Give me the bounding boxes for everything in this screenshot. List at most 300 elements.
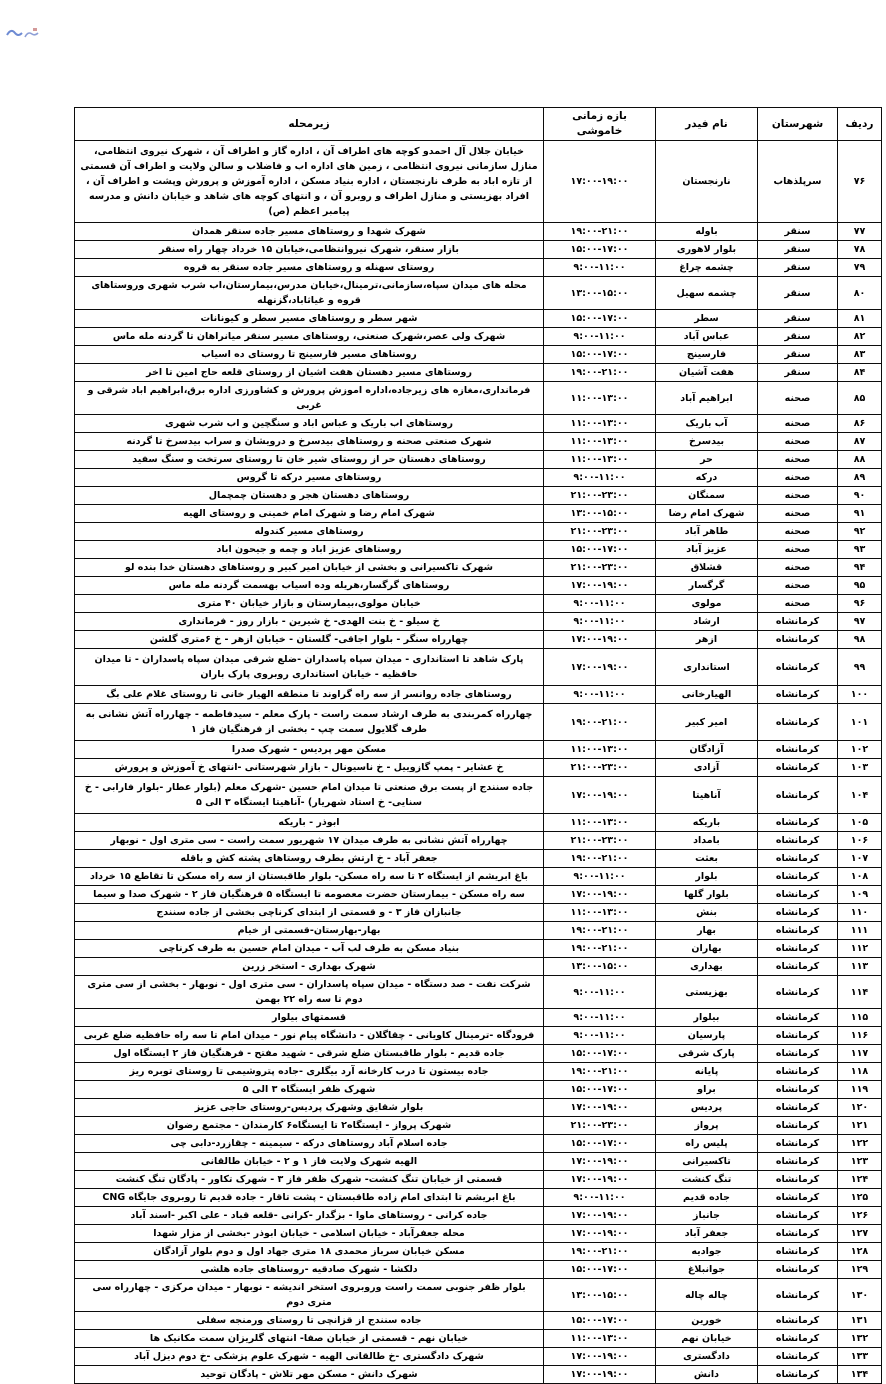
cell-row-number: ۱۱۲ — [838, 940, 882, 958]
cell-row-number: ۱۰۵ — [838, 814, 882, 832]
cell-outage-time-range — [544, 382, 656, 415]
cell-row-number: ۱۱۰ — [838, 904, 882, 922]
cell-subneighborhood: ابوذر - باریکه — [75, 814, 544, 832]
cell-subneighborhood: سه راه مسکن - بیمارستان حضرت معصومه تا ایستگاه ۵ فرهنگیان فاز ۲ - شهرک صدا و سیما — [75, 886, 544, 904]
cell-row-number: ۷۶ — [838, 141, 882, 223]
table-row — [75, 346, 882, 364]
table-row — [75, 1330, 882, 1348]
cell-row-number: ۱۱۷ — [838, 1045, 882, 1063]
cell-subneighborhood: شهرک دانش - مسکن مهر تلاش - پادگان توحید — [75, 1366, 544, 1384]
cell-feeder-name: حر — [656, 451, 758, 469]
cell-county: کرمانشاه — [758, 759, 838, 777]
table-row — [75, 1279, 882, 1312]
cell-feeder-name: نارنجستان — [656, 141, 758, 223]
table-row — [75, 1117, 882, 1135]
cell-subneighborhood: بنیاد مسکن به طرف لب آب - میدان امام حسین به طرف کرناچی — [75, 940, 544, 958]
cell-row-number: ۷۹ — [838, 259, 882, 277]
cell-feeder-name: شهرک امام رضا — [656, 505, 758, 523]
cell-outage-time-range — [544, 346, 656, 364]
cell-county: سنقر — [758, 364, 838, 382]
cell-county: کرمانشاه — [758, 1348, 838, 1366]
cell-county: صحنه — [758, 451, 838, 469]
cell-county: کرمانشاه — [758, 631, 838, 649]
cell-subneighborhood: جاده سنندج از قزانچی تا روستای ورمنجه سفلی — [75, 1312, 544, 1330]
cell-county: کرمانشاه — [758, 1366, 838, 1384]
cell-row-number: ۱۲۶ — [838, 1207, 882, 1225]
outage-time-value: ۲۱:۰۰-۲۳:۰۰ — [570, 562, 629, 573]
cell-row-number: ۸۶ — [838, 415, 882, 433]
cell-county: کرمانشاه — [758, 1243, 838, 1261]
cell-row-number: ۹۵ — [838, 577, 882, 595]
cell-row-number: ۱۱۳ — [838, 958, 882, 976]
cell-subneighborhood: شرکت نفت - صد دستگاه - میدان سپاه پاسداران - سی متری اول - نوبهار - بخشی از سی متری دوم تا سه راه ۲۲ بهمن — [75, 976, 544, 1009]
table-row — [75, 382, 882, 415]
outage-table-body — [75, 141, 882, 1384]
cell-county: سنقر — [758, 328, 838, 346]
outage-time-value: ۱۱:۰۰-۱۳:۰۰ — [570, 907, 629, 918]
cell-county: کرمانشاه — [758, 1279, 838, 1312]
cell-outage-time-range — [544, 310, 656, 328]
table-row — [75, 1348, 882, 1366]
cell-row-number: ۱۱۹ — [838, 1081, 882, 1099]
cell-outage-time-range — [544, 922, 656, 940]
outage-time-value: ۱۹:۰۰-۲۱:۰۰ — [570, 716, 629, 728]
outage-time-value: ۱۳:۰۰-۱۵:۰۰ — [570, 961, 629, 972]
cell-outage-time-range — [544, 886, 656, 904]
cell-feeder-name: گرگسار — [656, 577, 758, 595]
cell-row-number: ۱۰۱ — [838, 704, 882, 741]
cell-row-number: ۱۲۸ — [838, 1243, 882, 1261]
cell-county: کرمانشاه — [758, 1153, 838, 1171]
cell-outage-time-range — [544, 631, 656, 649]
cell-subneighborhood: باغ ابریشم تا ابتدای امام زاده طاقبستان - پشت تاقار - جاده قدیم تا روبروی جایگاه CNG — [75, 1189, 544, 1207]
cell-row-number: ۱۰۶ — [838, 832, 882, 850]
outage-time-value: ۱۵:۰۰-۱۷:۰۰ — [570, 349, 629, 360]
cell-feeder-name: بلوار لاهوری — [656, 241, 758, 259]
cell-subneighborhood: شهرک پرواز - ایستگاه۲ تا ایستگاه۶ کارمندان - مجتمع رضوان — [75, 1117, 544, 1135]
cell-county: کرمانشاه — [758, 1099, 838, 1117]
cell-feeder-name: خیابان نهم — [656, 1330, 758, 1348]
cell-feeder-name: بیدسرخ — [656, 433, 758, 451]
cell-row-number: ۸۵ — [838, 382, 882, 415]
cell-feeder-name: سمنگان — [656, 487, 758, 505]
cell-county: کرمانشاه — [758, 1045, 838, 1063]
cell-feeder-name: جوادیه — [656, 1243, 758, 1261]
outage-time-value: ۱۹:۰۰-۲۱:۰۰ — [570, 943, 629, 954]
cell-feeder-name: دانش — [656, 1366, 758, 1384]
cell-row-number: ۱۳۰ — [838, 1279, 882, 1312]
cell-row-number: ۸۴ — [838, 364, 882, 382]
cell-row-number: ۸۹ — [838, 469, 882, 487]
cell-feeder-name: باریکه — [656, 814, 758, 832]
col-header-feeder-name: نام فیدر — [656, 108, 758, 141]
cell-subneighborhood: خیابان نهم - قسمتی از خیابان صفا- انتهای گلریزان سمت مکانیک ها — [75, 1330, 544, 1348]
cell-outage-time-range — [544, 223, 656, 241]
cell-county: کرمانشاه — [758, 1081, 838, 1099]
table-row — [75, 310, 882, 328]
cell-county: کرمانشاه — [758, 1009, 838, 1027]
outage-time-value: ۱۹:۰۰-۲۱:۰۰ — [570, 226, 629, 237]
cell-row-number: ۱۲۴ — [838, 1171, 882, 1189]
cell-county: کرمانشاه — [758, 613, 838, 631]
cell-county: صحنه — [758, 469, 838, 487]
cell-row-number: ۱۰۷ — [838, 850, 882, 868]
cell-feeder-name: تنگ کنشت — [656, 1171, 758, 1189]
table-row — [75, 886, 882, 904]
cell-subneighborhood: مسکن خیابان سرباز محمدی ۱۸ متری جهاد اول و دوم بلوار آزادگان — [75, 1243, 544, 1261]
outage-schedule-sheet — [74, 107, 882, 1384]
cell-subneighborhood: روستاهای عزیز اباد و چمه و جیحون اباد — [75, 541, 544, 559]
outage-time-value: ۲۱:۰۰-۲۳:۰۰ — [570, 1120, 629, 1131]
cell-county: صحنه — [758, 415, 838, 433]
cell-subneighborhood: چهارراه سنگر - بلوار اجاقی- گلستان - خیابان ازهر - خ ۶متری گلشن — [75, 631, 544, 649]
cell-outage-time-range — [544, 976, 656, 1009]
cell-subneighborhood: شهرک تاکسیرانی و بخشی از خیابان امیر کبیر و روستاهای دهستان خدا بنده لو — [75, 559, 544, 577]
cell-feeder-name: بلوار گلها — [656, 886, 758, 904]
cell-row-number: ۱۰۹ — [838, 886, 882, 904]
cell-subneighborhood: بازار سنقر، شهرک نیروانتظامی،خیابان ۱۵ خرداد چهار راه سنقر — [75, 241, 544, 259]
cell-county: سنقر — [758, 346, 838, 364]
cell-outage-time-range — [544, 1099, 656, 1117]
table-row — [75, 1063, 882, 1081]
page-corner-ink-mark — [5, 25, 41, 43]
table-row — [75, 686, 882, 704]
table-row — [75, 433, 882, 451]
cell-outage-time-range — [544, 1225, 656, 1243]
cell-feeder-name: بهداری — [656, 958, 758, 976]
cell-subneighborhood: جعفر آباد - خ ارتش بطرف روستاهای پشته کش و باقله — [75, 850, 544, 868]
outage-time-value: ۱۳:۰۰-۱۵:۰۰ — [570, 287, 629, 299]
cell-outage-time-range — [544, 1279, 656, 1312]
cell-row-number: ۹۳ — [838, 541, 882, 559]
table-row — [75, 141, 882, 223]
table-row — [75, 1099, 882, 1117]
cell-feeder-name: بعثت — [656, 850, 758, 868]
cell-subneighborhood: مسکن مهر پردیس - شهرک صدرا — [75, 741, 544, 759]
cell-feeder-name: سطر — [656, 310, 758, 328]
cell-county: کرمانشاه — [758, 886, 838, 904]
outage-time-value: ۱۱:۰۰-۱۳:۰۰ — [570, 744, 629, 755]
cell-outage-time-range — [544, 759, 656, 777]
cell-county: صحنه — [758, 577, 838, 595]
outage-time-value: ۱۷:۰۰-۱۹:۰۰ — [570, 634, 629, 645]
cell-subneighborhood: الهیه شهرک ولایت فاز ۱ و ۲ - خیابان طالقانی — [75, 1153, 544, 1171]
table-row — [75, 1243, 882, 1261]
cell-row-number: ۱۱۸ — [838, 1063, 882, 1081]
table-row — [75, 577, 882, 595]
cell-outage-time-range — [544, 595, 656, 613]
cell-outage-time-range — [544, 741, 656, 759]
cell-row-number: ۸۷ — [838, 433, 882, 451]
cell-subneighborhood: فرمانداری،مغازه های زیرجاده،اداره اموزش پرورش و کشاورزی اداره برق،ابراهیم اباد شرقی و غربی — [75, 382, 544, 415]
cell-outage-time-range — [544, 415, 656, 433]
outage-time-value: ۱۹:۰۰-۲۱:۰۰ — [570, 853, 629, 864]
cell-county: کرمانشاه — [758, 1225, 838, 1243]
cell-outage-time-range — [544, 1207, 656, 1225]
cell-subneighborhood: شهرک شهدا و روستاهای مسیر جاده سنقر همدان — [75, 223, 544, 241]
outage-time-value: ۱۱:۰۰-۱۳:۰۰ — [570, 1333, 629, 1344]
outage-time-value: ۱۷:۰۰-۱۹:۰۰ — [570, 176, 629, 187]
table-row — [75, 415, 882, 433]
cell-subneighborhood: شهرک ظفر ایستگاه ۳ الی ۵ — [75, 1081, 544, 1099]
outage-time-value: ۲۱:۰۰-۲۳:۰۰ — [570, 835, 629, 846]
cell-row-number: ۱۲۱ — [838, 1117, 882, 1135]
cell-feeder-name: خورین — [656, 1312, 758, 1330]
outage-time-value: ۲۱:۰۰-۲۳:۰۰ — [570, 490, 629, 501]
cell-feeder-name: جاده قدیم — [656, 1189, 758, 1207]
cell-feeder-name: چشمه سهیل — [656, 277, 758, 310]
table-row — [75, 559, 882, 577]
cell-county: سنقر — [758, 277, 838, 310]
cell-feeder-name: آزادی — [656, 759, 758, 777]
cell-subneighborhood: روستاهای مسیر دهستان هفت اشیان از روستای قلعه حاج امین تا اخر — [75, 364, 544, 382]
cell-subneighborhood: شهر سطر و روستاهای مسیر سطر و کیونانات — [75, 310, 544, 328]
outage-time-value: ۱۱:۰۰-۱۳:۰۰ — [570, 392, 629, 404]
cell-row-number: ۸۰ — [838, 277, 882, 310]
cell-feeder-name: ابراهیم آباد — [656, 382, 758, 415]
cell-row-number: ۱۲۹ — [838, 1261, 882, 1279]
cell-county: کرمانشاه — [758, 1027, 838, 1045]
table-row — [75, 1135, 882, 1153]
cell-feeder-name: قشلاق — [656, 559, 758, 577]
cell-outage-time-range — [544, 241, 656, 259]
cell-outage-time-range — [544, 1312, 656, 1330]
outage-time-value: ۱۵:۰۰-۱۷:۰۰ — [570, 1264, 629, 1275]
cell-outage-time-range — [544, 868, 656, 886]
outage-time-value: ۱۷:۰۰-۱۹:۰۰ — [570, 1210, 629, 1221]
cell-feeder-name: جعفر آباد — [656, 1225, 758, 1243]
cell-county: کرمانشاه — [758, 1171, 838, 1189]
cell-row-number: ۱۲۲ — [838, 1135, 882, 1153]
table-row — [75, 328, 882, 346]
outage-time-value: ۱۷:۰۰-۱۹:۰۰ — [570, 1156, 629, 1167]
cell-row-number: ۱۱۵ — [838, 1009, 882, 1027]
cell-subneighborhood: خ عشایر - پمپ گازوییل - خ ناسیونال - بازار شهرستانی -انتهای خ آموزش و پرورش — [75, 759, 544, 777]
cell-feeder-name: پردیس — [656, 1099, 758, 1117]
cell-feeder-name: جوانبلاغ — [656, 1261, 758, 1279]
cell-subneighborhood: جاده بیستون تا درب کارخانه آرد بیگلری -جاده پتروشیمی تا روستای توبره ریز — [75, 1063, 544, 1081]
cell-outage-time-range — [544, 259, 656, 277]
cell-row-number: ۱۰۰ — [838, 686, 882, 704]
outage-time-value: ۹:۰۰-۱۱:۰۰ — [573, 1192, 626, 1203]
cell-county: کرمانشاه — [758, 1135, 838, 1153]
cell-subneighborhood: خیابان جلال آل احمدو کوچه های اطراف آن ، اداره گاز و اطراف آن ، شهرک نیروی انتظامی، منازل سازمانی نیروی انتظامی ، زمین های اداره اب و فاضلاب و سالن ولایت و اطراف آن قسمتی از تازه اباد به طرف نارنجستان ، اداره بنیاد مسکن ، اداره آموزش و پرورش وپشت و اطراف آن ، افراد بهزیستی و منازل اطراف و روبرو آن ، و انتهای کوچه های شاهد و خیابان دانش و مدرسه پیامبر اعظم (ص) — [75, 141, 544, 223]
outage-time-value: ۱۵:۰۰-۱۷:۰۰ — [570, 1315, 629, 1326]
cell-outage-time-range — [544, 1261, 656, 1279]
cell-county: صحنه — [758, 523, 838, 541]
cell-outage-time-range — [544, 1153, 656, 1171]
cell-outage-time-range — [544, 277, 656, 310]
table-row — [75, 364, 882, 382]
cell-outage-time-range — [544, 1117, 656, 1135]
cell-subneighborhood: بلوار شقایق وشهرک پردیس-روستای حاجی عزیز — [75, 1099, 544, 1117]
cell-county: کرمانشاه — [758, 922, 838, 940]
cell-outage-time-range — [544, 777, 656, 814]
cell-subneighborhood: جاده اسلام آباد روستاهای درکه - سیمینه - چقازرد-دابی چی — [75, 1135, 544, 1153]
cell-subneighborhood: روستاهای مسیر درکه تا گروس — [75, 469, 544, 487]
cell-row-number: ۱۲۳ — [838, 1153, 882, 1171]
table-row — [75, 976, 882, 1009]
cell-row-number: ۹۷ — [838, 613, 882, 631]
cell-outage-time-range — [544, 469, 656, 487]
cell-row-number: ۸۱ — [838, 310, 882, 328]
cell-county: سنقر — [758, 310, 838, 328]
cell-outage-time-range — [544, 1081, 656, 1099]
outage-time-value: ۱۷:۰۰-۱۹:۰۰ — [570, 1174, 629, 1185]
table-row — [75, 922, 882, 940]
cell-county: کرمانشاه — [758, 777, 838, 814]
outage-time-value: ۹:۰۰-۱۱:۰۰ — [573, 472, 626, 483]
cell-subneighborhood: جانبازان فاز ۳ - و قسمتی از ابتدای کرناچی بخشی از جاده سنندج — [75, 904, 544, 922]
cell-subneighborhood: جاده قدیم - بلوار طاقبستان ضلع شرقی - شهید مفتح - فرهنگیان فاز ۲ ایستگاه اول — [75, 1045, 544, 1063]
outage-time-value: ۲۱:۰۰-۲۳:۰۰ — [570, 526, 629, 537]
cell-outage-time-range — [544, 505, 656, 523]
cell-county: صحنه — [758, 487, 838, 505]
cell-subneighborhood: فرودگاه -ترمینال کاویانی - چقاگلان - دانشگاه پیام نور - میدان امام تا سه راه حافظیه ضلع غربی — [75, 1027, 544, 1045]
cell-subneighborhood: چهارراه آتش نشانی به طرف میدان ۱۷ شهریور سمت راست - سی متری اول - نوبهار — [75, 832, 544, 850]
cell-feeder-name: عباس آباد — [656, 328, 758, 346]
outage-time-value: ۱۵:۰۰-۱۷:۰۰ — [570, 544, 629, 555]
outage-time-value: ۱۱:۰۰-۱۳:۰۰ — [570, 418, 629, 429]
cell-row-number: ۹۸ — [838, 631, 882, 649]
cell-row-number: ۷۷ — [838, 223, 882, 241]
table-row — [75, 1081, 882, 1099]
cell-county: صحنه — [758, 595, 838, 613]
cell-outage-time-range — [544, 433, 656, 451]
cell-subneighborhood: بهار-بهارستان-قسمتی از خیام — [75, 922, 544, 940]
cell-feeder-name: الهیارخانی — [656, 686, 758, 704]
table-row — [75, 259, 882, 277]
table-row — [75, 759, 882, 777]
cell-row-number: ۱۳۳ — [838, 1348, 882, 1366]
cell-feeder-name: بنش — [656, 904, 758, 922]
cell-outage-time-range — [544, 559, 656, 577]
cell-outage-time-range — [544, 613, 656, 631]
outage-time-value: ۱۹:۰۰-۲۱:۰۰ — [570, 925, 629, 936]
cell-county: صحنه — [758, 505, 838, 523]
cell-outage-time-range — [544, 1243, 656, 1261]
outage-time-value: ۱۷:۰۰-۱۹:۰۰ — [570, 1351, 629, 1362]
cell-county: کرمانشاه — [758, 1330, 838, 1348]
cell-feeder-name: چشمه چراغ — [656, 259, 758, 277]
table-row — [75, 277, 882, 310]
table-row — [75, 1045, 882, 1063]
table-row — [75, 1189, 882, 1207]
cell-subneighborhood: پارک شاهد تا استانداری - میدان سپاه پاسداران -ضلع شرقی میدان سپاه پاسداران - تا میدان حافظیه - خیابان استانداری روبروی پارک باران — [75, 649, 544, 686]
cell-feeder-name: ازهر — [656, 631, 758, 649]
table-row — [75, 741, 882, 759]
cell-row-number: ۹۱ — [838, 505, 882, 523]
cell-feeder-name: پایانه — [656, 1063, 758, 1081]
cell-subneighborhood: چهارراه کمربندی به طرف ارشاد سمت راست - پارک معلم - سیدفاطمه - چهارراه آتش نشانی به طرف گلایول سمت چپ - بخشی از فرهنگیان فاز ۱ — [75, 704, 544, 741]
cell-county: صحنه — [758, 433, 838, 451]
cell-row-number: ۹۶ — [838, 595, 882, 613]
header-row — [75, 108, 882, 141]
outage-time-value: ۹:۰۰-۱۱:۰۰ — [573, 689, 626, 700]
table-row — [75, 777, 882, 814]
outage-time-value: ۱۷:۰۰-۱۹:۰۰ — [570, 580, 629, 591]
table-row — [75, 1027, 882, 1045]
table-row — [75, 704, 882, 741]
table-row — [75, 469, 882, 487]
cell-subneighborhood: باغ ابریشم از ایستگاه ۲ تا سه راه مسکن- بلوار طاقبستان از سه راه مسکن تا تقاطع ۱۵ خرداد — [75, 868, 544, 886]
table-row — [75, 505, 882, 523]
cell-subneighborhood: جاده کرانی - روستاهای ماوا - بزگدار -کرانی -قلعه قباد - علی اکبر -اسند آباد — [75, 1207, 544, 1225]
cell-outage-time-range — [544, 904, 656, 922]
outage-time-value: ۱۷:۰۰-۱۹:۰۰ — [570, 1228, 629, 1239]
outage-time-value: ۱۹:۰۰-۲۱:۰۰ — [570, 1066, 629, 1077]
cell-subneighborhood: روستاهای مسیر فارسینج تا روستای ده اسیاب — [75, 346, 544, 364]
table-row — [75, 1153, 882, 1171]
cell-outage-time-range — [544, 1045, 656, 1063]
cell-county: سنقر — [758, 223, 838, 241]
cell-outage-time-range — [544, 577, 656, 595]
cell-subneighborhood: روستاهای دهستان هجر و دهستان چمچمال — [75, 487, 544, 505]
cell-county: کرمانشاه — [758, 1189, 838, 1207]
table-row — [75, 613, 882, 631]
table-row — [75, 487, 882, 505]
cell-row-number: ۱۳۱ — [838, 1312, 882, 1330]
cell-feeder-name: بهار — [656, 922, 758, 940]
outage-time-value: ۱۵:۰۰-۱۷:۰۰ — [570, 1048, 629, 1059]
table-row — [75, 1225, 882, 1243]
cell-outage-time-range — [544, 832, 656, 850]
outage-time-value: ۱۵:۰۰-۱۷:۰۰ — [570, 1138, 629, 1149]
cell-county: کرمانشاه — [758, 904, 838, 922]
cell-outage-time-range — [544, 1009, 656, 1027]
outage-time-value: ۹:۰۰-۱۱:۰۰ — [573, 616, 626, 627]
table-row — [75, 832, 882, 850]
col-header-row-number: ردیف — [838, 108, 882, 141]
cell-subneighborhood: روستای سهنله و روستاهای مسیر جاده سنقر به قروه — [75, 259, 544, 277]
cell-county: کرمانشاه — [758, 704, 838, 741]
cell-row-number: ۸۸ — [838, 451, 882, 469]
cell-outage-time-range — [544, 451, 656, 469]
cell-outage-time-range — [544, 649, 656, 686]
cell-subneighborhood: خیابان مولوی،بیمارستان و بازار خیابان ۴۰ متری — [75, 595, 544, 613]
cell-outage-time-range — [544, 1366, 656, 1384]
table-row — [75, 814, 882, 832]
cell-subneighborhood: شهرک بهداری - استخر زرین — [75, 958, 544, 976]
cell-subneighborhood: روستاهای مسیر کندوله — [75, 523, 544, 541]
cell-outage-time-range — [544, 1330, 656, 1348]
table-row — [75, 223, 882, 241]
cell-feeder-name: آب باریک — [656, 415, 758, 433]
cell-feeder-name: پلیس راه — [656, 1135, 758, 1153]
outage-time-value: ۱۷:۰۰-۱۹:۰۰ — [570, 889, 629, 900]
cell-subneighborhood: خ سیلو - خ بنت الهدی- خ شیرین - بازار روز - فرمانداری — [75, 613, 544, 631]
outage-time-value: ۱۷:۰۰-۱۹:۰۰ — [570, 661, 629, 673]
cell-outage-time-range — [544, 328, 656, 346]
cell-feeder-name: هفت آشیان — [656, 364, 758, 382]
cell-feeder-name: دادگستری — [656, 1348, 758, 1366]
cell-subneighborhood: شهرک صنعتی صحنه و روستاهای بیدسرخ و درویشان و سراب بیدسرخ تا گردنه — [75, 433, 544, 451]
outage-time-value: ۱۷:۰۰-۱۹:۰۰ — [570, 1102, 629, 1113]
outage-schedule-table — [74, 107, 882, 1384]
cell-row-number: ۱۳۲ — [838, 1330, 882, 1348]
cell-subneighborhood: محله جعفرآباد - خیابان اسلامی - خیابان ابوذر -بخشی از مزار شهدا — [75, 1225, 544, 1243]
cell-row-number: ۹۰ — [838, 487, 882, 505]
cell-subneighborhood: جاده سنندج از پست برق صنعتی تا میدان امام حسین -شهرک معلم (بلوار عطار -بلوار فارابی - خ سنایی- خ استاد شهریار) -آناهیتا ایستگاه ۳ الی ۵ — [75, 777, 544, 814]
cell-subneighborhood: شهرک دادگستری -خ طالقانی الهیه - شهرک علوم پزشکی -خ دوم دیزل آباد — [75, 1348, 544, 1366]
cell-subneighborhood: قسمتی از خیابان تنگ کنشت- شهرک ظفر فاز ۳ - شهرک تکاور - پادگان تنگ کنشت — [75, 1171, 544, 1189]
cell-county: کرمانشاه — [758, 649, 838, 686]
cell-county: کرمانشاه — [758, 940, 838, 958]
cell-county: سنقر — [758, 241, 838, 259]
outage-time-value: ۱۵:۰۰-۱۷:۰۰ — [570, 244, 629, 255]
outage-time-value: ۲۱:۰۰-۲۳:۰۰ — [570, 762, 629, 773]
cell-outage-time-range — [544, 686, 656, 704]
